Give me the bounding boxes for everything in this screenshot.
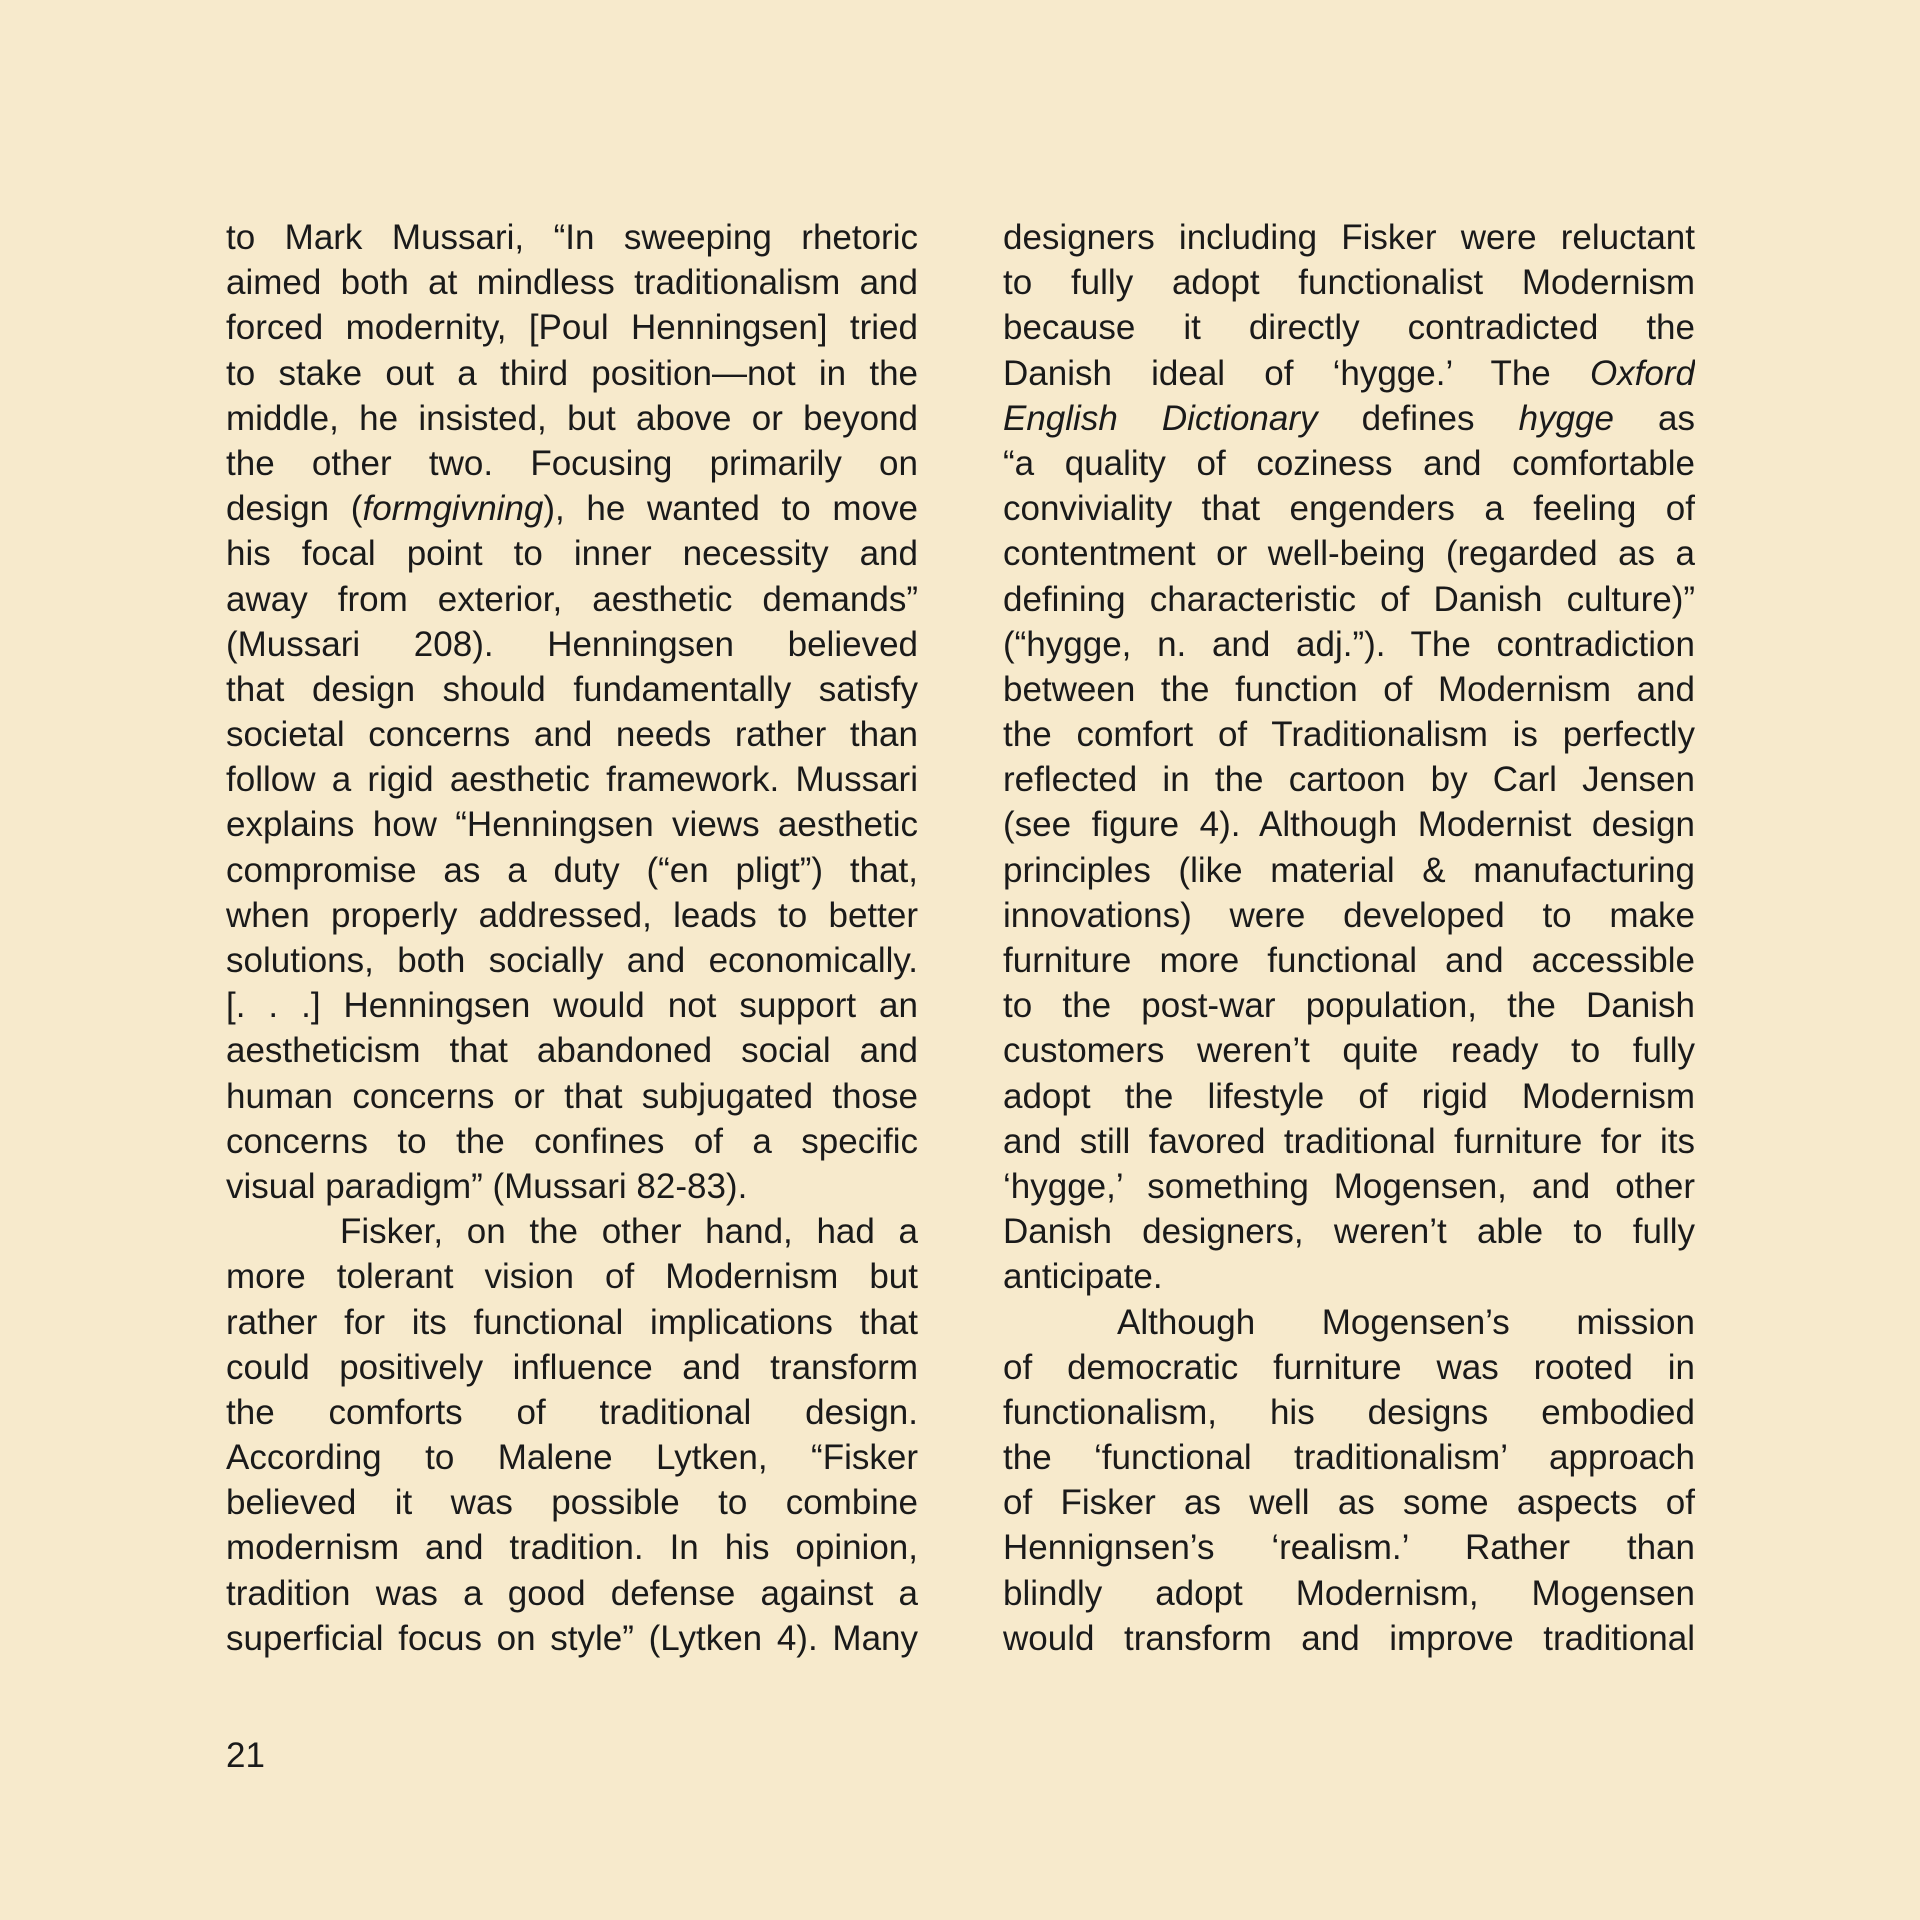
italic-text: Oxford [1589,353,1695,393]
text-line: human concerns or that subjugated those [226,1076,918,1116]
text-line [1003,351,1695,396]
italic-text: formgivning [362,489,544,529]
text-line: to Mark Mussari, “In sweeping rhetoric [226,218,918,257]
text-line: Hennignsen’s ‘realism.’ Rather than [1003,1528,1695,1568]
text-line: customers weren’t quite ready to fully [1003,1031,1695,1071]
text-line: compromise as a duty (“en pligt”) that, [226,850,918,890]
text-line [226,486,918,531]
text-span: defines [1317,398,1519,438]
text-line: ‘hygge,’ something Mogensen, and other [1003,1166,1695,1206]
text-line: would transform and improve traditional [1003,1618,1695,1658]
text-line: aimed both at mindless traditionalism and [226,263,918,303]
text-line: Danish designers, weren’t able to fully [1003,1212,1695,1252]
text-line: (Mussari 208). Henningsen believed [226,624,918,664]
text-line: tradition was a good defense against a [226,1573,918,1613]
text-line: innovations) were developed to make [1003,895,1695,935]
text-line: the comfort of Traditionalism is perfectly [1003,715,1695,755]
text-line: [. . .] Henningsen would not support an [226,986,918,1026]
text-span: ), he wanted to move [543,489,918,529]
text-line: away from exterior, aesthetic demands” [226,579,918,619]
text-line: adopt the lifestyle of rigid Modernism [1003,1076,1695,1116]
text-line: the other two. Focusing primarily on [226,443,918,483]
left-column [226,215,918,1661]
text-line: visual paradigm” (Mussari 82-83). [226,1166,748,1206]
text-line: anticipate. [1003,1257,1163,1297]
text-line: and still favored traditional furniture for its [1003,1121,1695,1161]
text-line: blindly adopt Modernism, Mogensen [1003,1573,1695,1613]
text-line: forced modernity, [Poul Henningsen] tried [226,308,918,348]
text-line: more tolerant vision of Modernism but [226,1257,918,1297]
text-line: contentment or well-being (regarded as a [1003,534,1695,574]
text-line: reflected in the cartoon by Carl Jensen [1003,760,1695,800]
text-line: solutions, both socially and economically. [226,941,918,980]
text-line: that design should fundamentally satisfy [226,669,918,709]
text-line: conviviality that engenders a feeling of [1003,489,1695,529]
text-line: follow a rigid aesthetic framework. Mussari [226,760,918,800]
text-line: rather for its functional implications that [226,1302,918,1342]
text-line: when properly addressed, leads to better [226,895,918,935]
text-span: Danish ideal of ‘hygge.’ The [1003,353,1590,393]
right-column [1003,215,1695,1661]
text-line: to the post-war population, the Danish [1003,986,1695,1026]
text-line: concerns to the confines of a specific [226,1121,918,1161]
text-line: defining characteristic of Danish culture)” [1003,579,1695,619]
text-line: designers including Fisker were reluctant [1003,218,1695,257]
text-line: functionalism, his designs embodied [1003,1392,1695,1432]
text-line: aestheticism that abandoned social and [226,1031,918,1071]
text-line: of democratic furniture was rooted in [1003,1347,1695,1387]
text-line: of Fisker as well as some aspects of [1003,1483,1695,1523]
text-line: believed it was possible to combine [226,1483,918,1523]
text-line: (see figure 4). Although Modernist design [1003,805,1695,845]
text-line: superficial focus on style” (Lytken 4). Many [226,1618,918,1658]
text-line: the ‘functional traditionalism’ approach [1003,1438,1695,1478]
text-line: to stake out a third position—not in the [226,353,918,393]
text-line: societal concerns and needs rather than [226,715,918,755]
text-line: explains how “Henningsen views aesthetic [226,805,918,845]
text-line: Although Mogensen’s mission [1117,1302,1695,1342]
text-line: between the function of Modernism and [1003,669,1695,709]
text-span: design ( [226,489,363,529]
text-line: “a quality of coziness and comfortable [1003,443,1695,483]
text-line: modernism and tradition. In his opinion, [226,1528,918,1568]
text-line: his focal point to inner necessity and [226,534,918,574]
text-line: could positively influence and transform [226,1347,918,1387]
text-line: because it directly contradicted the [1003,308,1695,348]
text-line: furniture more functional and accessible [1003,941,1695,980]
text-line: the comforts of traditional design. [226,1392,918,1432]
text-line: middle, he insisted, but above or beyond [226,398,918,438]
text-span: as [1613,398,1695,438]
text-line: Fisker, on the other hand, had a [340,1212,918,1252]
text-line: to fully adopt functionalist Modernism [1003,263,1695,303]
italic-text: English Dictionary [1003,398,1318,438]
text-line: According to Malene Lytken, “Fisker [226,1438,918,1478]
text-line [1003,396,1695,441]
page-number: 21 [226,1736,265,1775]
text-line: (“hygge, n. and adj.”). The contradiction [1003,624,1695,664]
text-line: principles (like material & manufacturing [1003,850,1695,890]
italic-text: hygge [1518,398,1614,438]
